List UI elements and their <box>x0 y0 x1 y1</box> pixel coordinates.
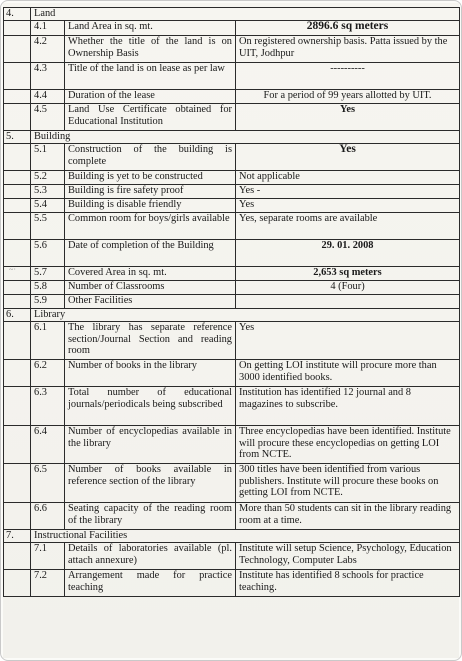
item-value: Institute will setup Science, Psychology, Education Technology, Computer Labs <box>236 543 460 570</box>
item-number: 6.1 <box>31 322 65 360</box>
item-label: Details of laboratories available (pl. attach annexure) <box>65 543 236 570</box>
section-title: Building <box>31 131 460 144</box>
item-value: Yes <box>236 104 460 131</box>
section-header-row <box>4 8 460 21</box>
item-label: Land Use Certificate obtained for Educational Institution <box>65 104 236 131</box>
item-number: 7.2 <box>31 570 65 597</box>
item-number: 6.5 <box>31 464 65 503</box>
blank-cell <box>4 543 31 570</box>
item-value: On getting LOI institute will procure more than 3000 identified books. <box>236 360 460 387</box>
item-number: 4.1 <box>31 21 65 36</box>
table-row <box>4 322 460 360</box>
item-number: 6.6 <box>31 503 65 530</box>
item-value: More than 50 students can sit in the library reading room at a time. <box>236 503 460 530</box>
item-number: 5.2 <box>31 171 65 185</box>
item-value: 4 (Four) <box>236 281 460 295</box>
item-value: Yes <box>236 322 460 360</box>
item-label: Building is fire safety proof <box>65 185 236 199</box>
table-row <box>4 185 460 199</box>
item-value: 300 titles have been identified from various publishers. Institute will procure these books on getting LOI from NCTE. <box>236 464 460 503</box>
blank-cell <box>4 387 31 426</box>
item-label: Common room for boys/girls available <box>65 213 236 240</box>
item-number: 5.7 <box>31 267 65 281</box>
item-label: Construction of the building is complete <box>65 144 236 171</box>
scan-mark: ~· <box>9 265 16 274</box>
blank-cell <box>4 295 31 309</box>
item-label: Number of Classrooms <box>65 281 236 295</box>
blank-cell <box>4 185 31 199</box>
blank-cell <box>4 281 31 295</box>
section-title: Land <box>31 8 460 21</box>
item-label: Duration of the lease <box>65 90 236 104</box>
item-number: 5.4 <box>31 199 65 213</box>
scanned-page <box>3 3 459 658</box>
table-row <box>4 36 460 63</box>
table-row <box>4 90 460 104</box>
blank-cell <box>4 63 31 90</box>
table-row <box>4 267 460 281</box>
table-row <box>4 295 460 309</box>
item-label: Seating capacity of the reading room of the library <box>65 503 236 530</box>
blank-cell <box>4 322 31 360</box>
item-label: Other Facilities <box>65 295 236 309</box>
table-row <box>4 503 460 530</box>
section-title: Instructional Facilities <box>31 530 460 543</box>
blank-cell <box>4 21 31 36</box>
item-label: Title of the land is on lease as per law <box>65 63 236 90</box>
table-row <box>4 213 460 240</box>
blank-cell <box>4 570 31 597</box>
item-value: Yes <box>236 199 460 213</box>
item-number: 5.6 <box>31 240 65 267</box>
item-value: Institution has identified 12 journal and 8 magazines to subscribe. <box>236 387 460 426</box>
table-row <box>4 104 460 131</box>
item-label: Building is disable friendly <box>65 199 236 213</box>
table-row <box>4 199 460 213</box>
blank-cell <box>4 464 31 503</box>
table-row <box>4 21 460 36</box>
item-value: 29. 01. 2008 <box>236 240 460 267</box>
blank-cell <box>4 360 31 387</box>
item-value: Yes <box>236 144 460 171</box>
item-number: 6.2 <box>31 360 65 387</box>
section-number: 6. <box>4 309 31 322</box>
blank-cell <box>4 171 31 185</box>
item-number: 6.3 <box>31 387 65 426</box>
item-label: Whether the title of the land is on Ownership Basis <box>65 36 236 63</box>
blank-cell <box>4 36 31 63</box>
table-row <box>4 426 460 464</box>
item-label: Covered Area in sq. mt. <box>65 267 236 281</box>
item-value: Institute has identified 8 schools for practice teaching. <box>236 570 460 597</box>
item-value: 2896.6 sq meters <box>236 21 460 36</box>
facilities-table-body <box>4 8 460 597</box>
table-row <box>4 171 460 185</box>
table-row <box>4 464 460 503</box>
item-value: Three encyclopedias have been identified. Institute will procure these encyclopedias on getting LOI from NCTE. <box>236 426 460 464</box>
item-number: 4.2 <box>31 36 65 63</box>
item-label: Number of encyclopedias available in the library <box>65 426 236 464</box>
item-value: Yes, separate rooms are available <box>236 213 460 240</box>
blank-cell <box>4 144 31 171</box>
item-label: Total number of educational journals/periodicals being subscribed <box>65 387 236 426</box>
table-row <box>4 281 460 295</box>
item-number: 5.5 <box>31 213 65 240</box>
section-number: 7. <box>4 530 31 543</box>
blank-cell <box>4 213 31 240</box>
item-label: Arrangement made for practice teaching <box>65 570 236 597</box>
table-row <box>4 543 460 570</box>
section-header-row <box>4 131 460 144</box>
table-row <box>4 387 460 426</box>
item-label: Building is yet to be constructed <box>65 171 236 185</box>
blank-cell <box>4 240 31 267</box>
item-number: 5.8 <box>31 281 65 295</box>
item-label: The library has separate reference section/Journal Section and reading room <box>65 322 236 360</box>
blank-cell <box>4 503 31 530</box>
item-value: 2,653 sq meters <box>236 267 460 281</box>
item-number: 4.3 <box>31 63 65 90</box>
item-label: Date of completion of the Building <box>65 240 236 267</box>
table-row <box>4 144 460 171</box>
blank-cell <box>4 90 31 104</box>
section-title: Library <box>31 309 460 322</box>
table-row <box>4 240 460 267</box>
table-row <box>4 360 460 387</box>
item-number: 4.5 <box>31 104 65 131</box>
section-header-row <box>4 309 460 322</box>
item-label: Number of books in the library <box>65 360 236 387</box>
facilities-table <box>3 7 460 597</box>
item-number: 5.9 <box>31 295 65 309</box>
item-label: Land Area in sq. mt. <box>65 21 236 36</box>
item-value: Yes - <box>236 185 460 199</box>
item-number: 6.4 <box>31 426 65 464</box>
section-number: 5. <box>4 131 31 144</box>
item-value: ---------- <box>236 63 460 90</box>
blank-cell <box>4 199 31 213</box>
item-value: For a period of 99 years allotted by UIT. <box>236 90 460 104</box>
blank-cell <box>4 426 31 464</box>
item-label: Number of books available in reference section of the library <box>65 464 236 503</box>
item-number: 4.4 <box>31 90 65 104</box>
item-number: 5.1 <box>31 144 65 171</box>
table-row <box>4 63 460 90</box>
item-number: 5.3 <box>31 185 65 199</box>
item-value: Not applicable <box>236 171 460 185</box>
item-number: 7.1 <box>31 543 65 570</box>
section-number: 4. <box>4 8 31 21</box>
section-header-row <box>4 530 460 543</box>
item-value: On registered ownership basis. Patta issued by the UIT, Jodhpur <box>236 36 460 63</box>
blank-cell <box>4 104 31 131</box>
table-row <box>4 570 460 597</box>
item-value <box>236 295 460 309</box>
